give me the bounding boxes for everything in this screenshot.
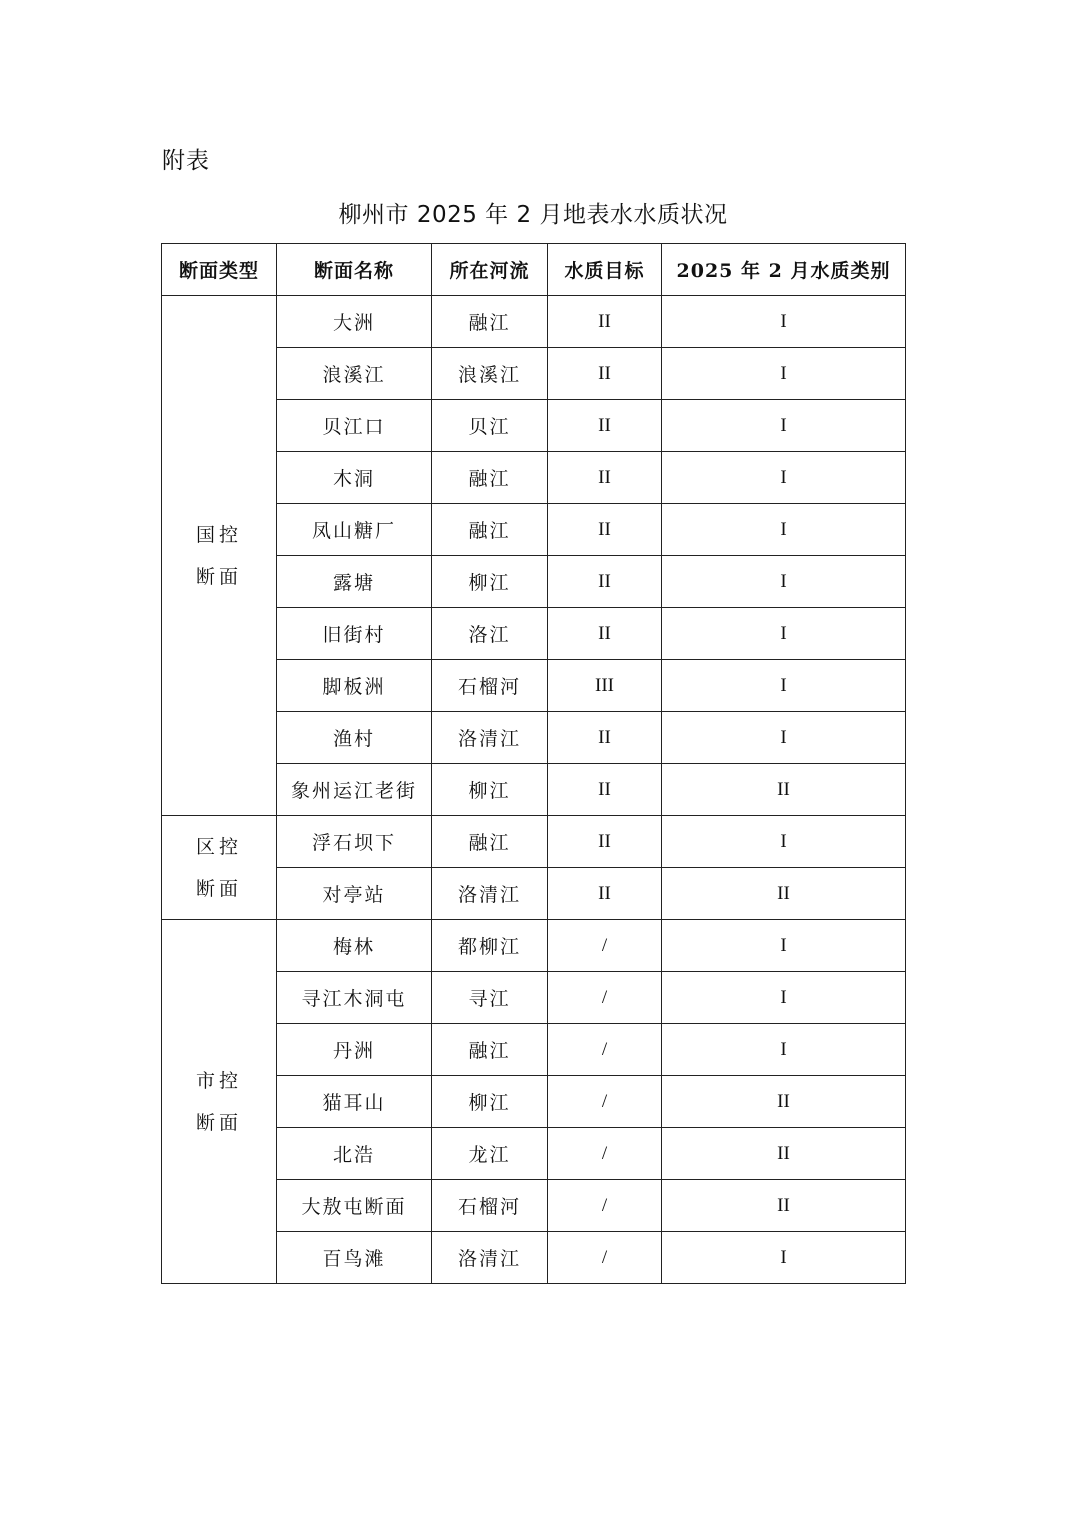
river-cell: 洛江 bbox=[432, 608, 548, 660]
quality-target-cell: II bbox=[548, 504, 662, 556]
quality-grade-cell: I bbox=[662, 816, 906, 868]
section-name-cell: 百鸟滩 bbox=[277, 1232, 432, 1284]
quality-target-cell: / bbox=[548, 1232, 662, 1284]
section-type-line2: 断面 bbox=[195, 877, 242, 900]
section-type-line1: 区控 bbox=[195, 835, 242, 858]
table-row bbox=[162, 296, 906, 348]
header-river: 所在河流 bbox=[432, 244, 548, 296]
quality-target-cell: II bbox=[548, 556, 662, 608]
quality-grade-cell: II bbox=[662, 868, 906, 920]
section-name-cell: 梅林 bbox=[277, 920, 432, 972]
river-cell: 洛清江 bbox=[432, 868, 548, 920]
quality-target-cell: II bbox=[548, 712, 662, 764]
document-title: 柳州市 2025 年 2 月地表水水质状况 bbox=[338, 202, 728, 228]
section-name-cell: 木洞 bbox=[277, 452, 432, 504]
section-name-cell: 北浩 bbox=[277, 1128, 432, 1180]
header-quality-grade: 2025 年 2 月水质类别 bbox=[662, 244, 906, 296]
quality-grade-cell: I bbox=[662, 920, 906, 972]
header-quality-target: 水质目标 bbox=[548, 244, 662, 296]
quality-target-cell: II bbox=[548, 348, 662, 400]
section-name-cell: 寻江木洞屯 bbox=[277, 972, 432, 1024]
section-type-line2: 断面 bbox=[195, 565, 242, 588]
section-name-cell: 大敖屯断面 bbox=[277, 1180, 432, 1232]
section-name-cell: 大洲 bbox=[277, 296, 432, 348]
river-cell: 融江 bbox=[432, 816, 548, 868]
water-quality-table bbox=[161, 243, 906, 1284]
section-type-cell bbox=[162, 920, 277, 1284]
section-name-cell: 旧街村 bbox=[277, 608, 432, 660]
section-type-line1: 市控 bbox=[195, 1069, 242, 1092]
river-cell: 石榴河 bbox=[432, 1180, 548, 1232]
river-cell: 都柳江 bbox=[432, 920, 548, 972]
river-cell: 柳江 bbox=[432, 1076, 548, 1128]
section-name-cell: 渔村 bbox=[277, 712, 432, 764]
section-name-cell: 脚板洲 bbox=[277, 660, 432, 712]
quality-target-cell: II bbox=[548, 296, 662, 348]
table-row bbox=[162, 920, 906, 972]
section-name-cell: 对亭站 bbox=[277, 868, 432, 920]
quality-grade-cell: I bbox=[662, 556, 906, 608]
section-type-line2: 断面 bbox=[195, 1111, 242, 1134]
quality-target-cell: II bbox=[548, 452, 662, 504]
section-name-cell: 象州运江老街 bbox=[277, 764, 432, 816]
quality-target-cell: / bbox=[548, 1024, 662, 1076]
river-cell: 融江 bbox=[432, 1024, 548, 1076]
section-name-cell: 浮石坝下 bbox=[277, 816, 432, 868]
quality-target-cell: III bbox=[548, 660, 662, 712]
quality-grade-cell: I bbox=[662, 348, 906, 400]
section-name-cell: 露塘 bbox=[277, 556, 432, 608]
quality-grade-cell: I bbox=[662, 400, 906, 452]
river-cell: 洛清江 bbox=[432, 1232, 548, 1284]
quality-target-cell: / bbox=[548, 1180, 662, 1232]
river-cell: 融江 bbox=[432, 296, 548, 348]
quality-grade-cell: II bbox=[662, 1076, 906, 1128]
river-cell: 融江 bbox=[432, 452, 548, 504]
river-cell: 融江 bbox=[432, 504, 548, 556]
river-cell: 柳江 bbox=[432, 764, 548, 816]
river-cell: 贝江 bbox=[432, 400, 548, 452]
quality-target-cell: II bbox=[548, 764, 662, 816]
quality-grade-cell: II bbox=[662, 1180, 906, 1232]
river-cell: 龙江 bbox=[432, 1128, 548, 1180]
section-type-line1: 国控 bbox=[195, 523, 242, 546]
quality-grade-cell: I bbox=[662, 608, 906, 660]
river-cell: 石榴河 bbox=[432, 660, 548, 712]
header-section-type: 断面类型 bbox=[162, 244, 277, 296]
quality-target-cell: / bbox=[548, 1128, 662, 1180]
section-type-cell bbox=[162, 296, 277, 816]
section-name-cell: 丹洲 bbox=[277, 1024, 432, 1076]
section-name-cell: 贝江口 bbox=[277, 400, 432, 452]
section-type-cell bbox=[162, 816, 277, 920]
table-header-row bbox=[162, 244, 906, 296]
quality-grade-cell: II bbox=[662, 1128, 906, 1180]
quality-grade-cell: I bbox=[662, 972, 906, 1024]
river-cell: 洛清江 bbox=[432, 712, 548, 764]
table-body bbox=[162, 296, 906, 1284]
section-name-cell: 浪溪江 bbox=[277, 348, 432, 400]
quality-grade-cell: I bbox=[662, 660, 906, 712]
section-name-cell: 凤山糖厂 bbox=[277, 504, 432, 556]
appendix-label: 附表 bbox=[162, 148, 210, 174]
quality-grade-cell: II bbox=[662, 764, 906, 816]
quality-target-cell: / bbox=[548, 1076, 662, 1128]
quality-target-cell: II bbox=[548, 816, 662, 868]
section-name-cell: 猫耳山 bbox=[277, 1076, 432, 1128]
quality-grade-cell: I bbox=[662, 1232, 906, 1284]
river-cell: 柳江 bbox=[432, 556, 548, 608]
quality-target-cell: II bbox=[548, 608, 662, 660]
river-cell: 寻江 bbox=[432, 972, 548, 1024]
quality-grade-cell: I bbox=[662, 1024, 906, 1076]
quality-target-cell: II bbox=[548, 400, 662, 452]
quality-target-cell: II bbox=[548, 868, 662, 920]
quality-grade-cell: I bbox=[662, 452, 906, 504]
quality-grade-cell: I bbox=[662, 712, 906, 764]
quality-target-cell: / bbox=[548, 920, 662, 972]
quality-grade-cell: I bbox=[662, 296, 906, 348]
header-section-name: 断面名称 bbox=[277, 244, 432, 296]
river-cell: 浪溪江 bbox=[432, 348, 548, 400]
quality-grade-cell: I bbox=[662, 504, 906, 556]
table-row bbox=[162, 816, 906, 868]
quality-target-cell: / bbox=[548, 972, 662, 1024]
